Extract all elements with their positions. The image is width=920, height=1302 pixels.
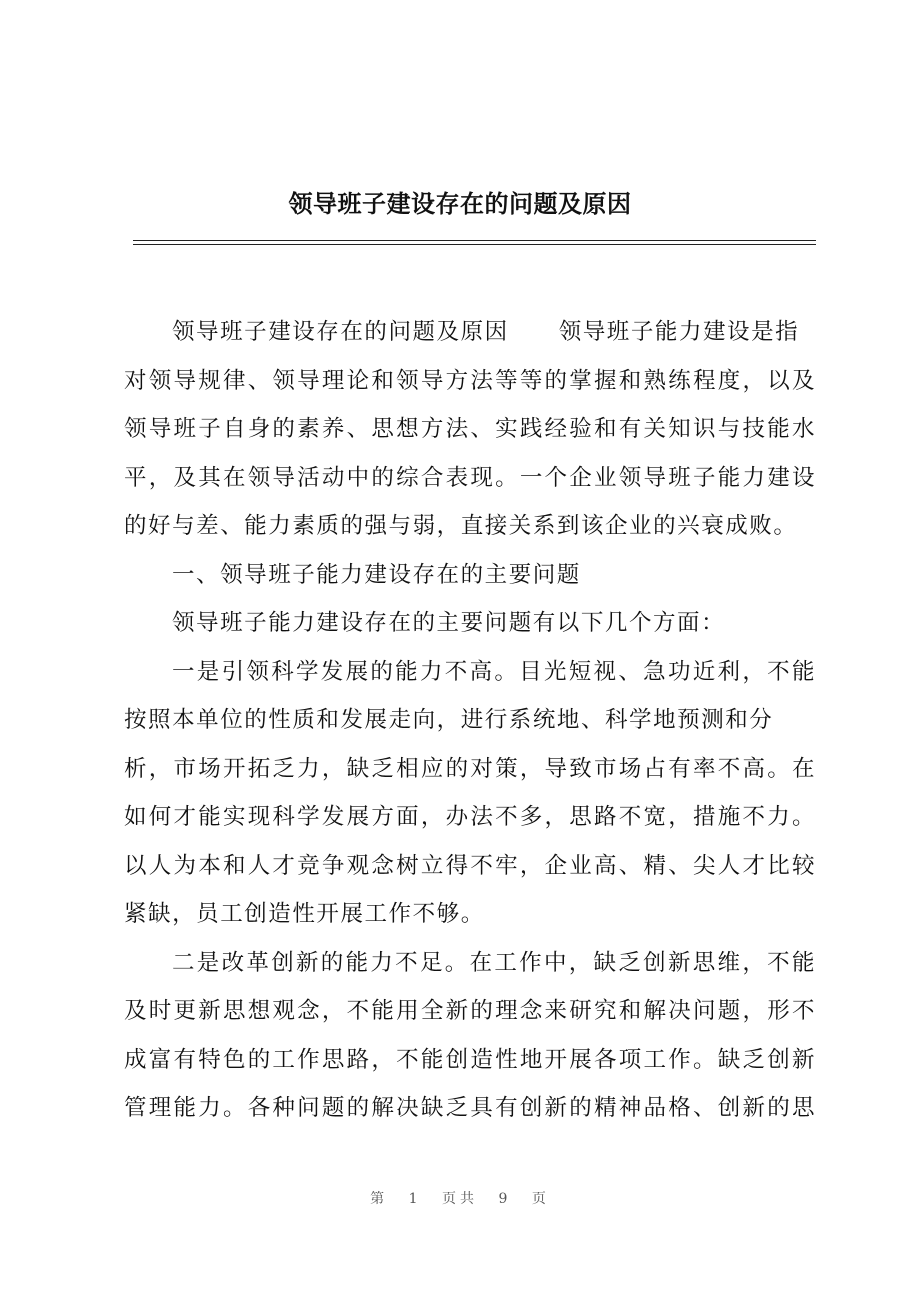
paragraph-line: 二是改革创新的能力不足。在工作中，缺乏创新思维，不能 <box>172 949 816 976</box>
paragraph-line: 一是引领科学发展的能力不高。目光短视、急功近利，不能 <box>172 658 816 685</box>
section-heading: 一、领导班子能力建设存在的主要问题 <box>172 561 581 588</box>
inline-heading: 领导班子建设存在的问题及原因 <box>172 319 509 345</box>
paragraph-line: 平，及其在领导活动中的综合表现。一个企业领导班子能力建设 <box>124 464 816 491</box>
paragraph-line: 如何才能实现科学发展方面，办法不多，思路不宽，措施不力。 <box>124 804 816 830</box>
document-body <box>124 308 816 1133</box>
footer-page-middle: 页共 <box>442 1191 478 1207</box>
page-title: 领导班子建设存在的问题及原因 <box>288 189 632 218</box>
footer-page-total: 9 <box>498 1191 512 1207</box>
footer-page-number: 1 <box>408 1191 422 1207</box>
title-divider-top <box>133 240 816 241</box>
paragraph-text: 领导班子能力建设是指 <box>558 319 800 345</box>
paragraph-line: 按照本单位的性质和发展走向，进行系统地、科学地预测和分 <box>124 707 774 733</box>
paragraph-line: 以人为本和人才竞争观念树立得不牢，企业高、精、尖人才比较 <box>124 852 816 879</box>
footer-page-prefix: 第 <box>370 1191 389 1207</box>
page-footer <box>0 1188 920 1208</box>
footer-page-suffix: 页 <box>531 1191 550 1207</box>
paragraph-line: 的好与差、能力素质的强与弱，直接关系到该企业的兴衰成败。 <box>124 513 798 539</box>
paragraph-line <box>124 308 816 357</box>
paragraph-line: 及时更新思想观念，不能用全新的理念来研究和解决问题，形不 <box>124 998 816 1024</box>
title-divider-bottom <box>133 244 816 245</box>
paragraph-line: 成富有特色的工作思路，不能创造性地开展各项工作。缺乏创新 <box>124 1046 816 1073</box>
paragraph-line: 紧缺，员工创造性开展工作不够。 <box>124 901 485 927</box>
paragraph-line: 管理能力。各种问题的解决缺乏具有创新的精神品格、创新的思 <box>124 1095 816 1121</box>
paragraph-line: 领导班子能力建设存在的主要问题有以下几个方面： <box>172 610 726 636</box>
paragraph-line: 析，市场开拓乏力，缺乏相应的对策，导致市场占有率不高。在 <box>124 755 816 782</box>
paragraph-line: 对领导规律、领导理论和领导方法等等的掌握和熟练程度，以及 <box>124 367 816 394</box>
paragraph-line: 领导班子自身的素养、思想方法、实践经验和有关知识与技能水 <box>124 416 816 442</box>
